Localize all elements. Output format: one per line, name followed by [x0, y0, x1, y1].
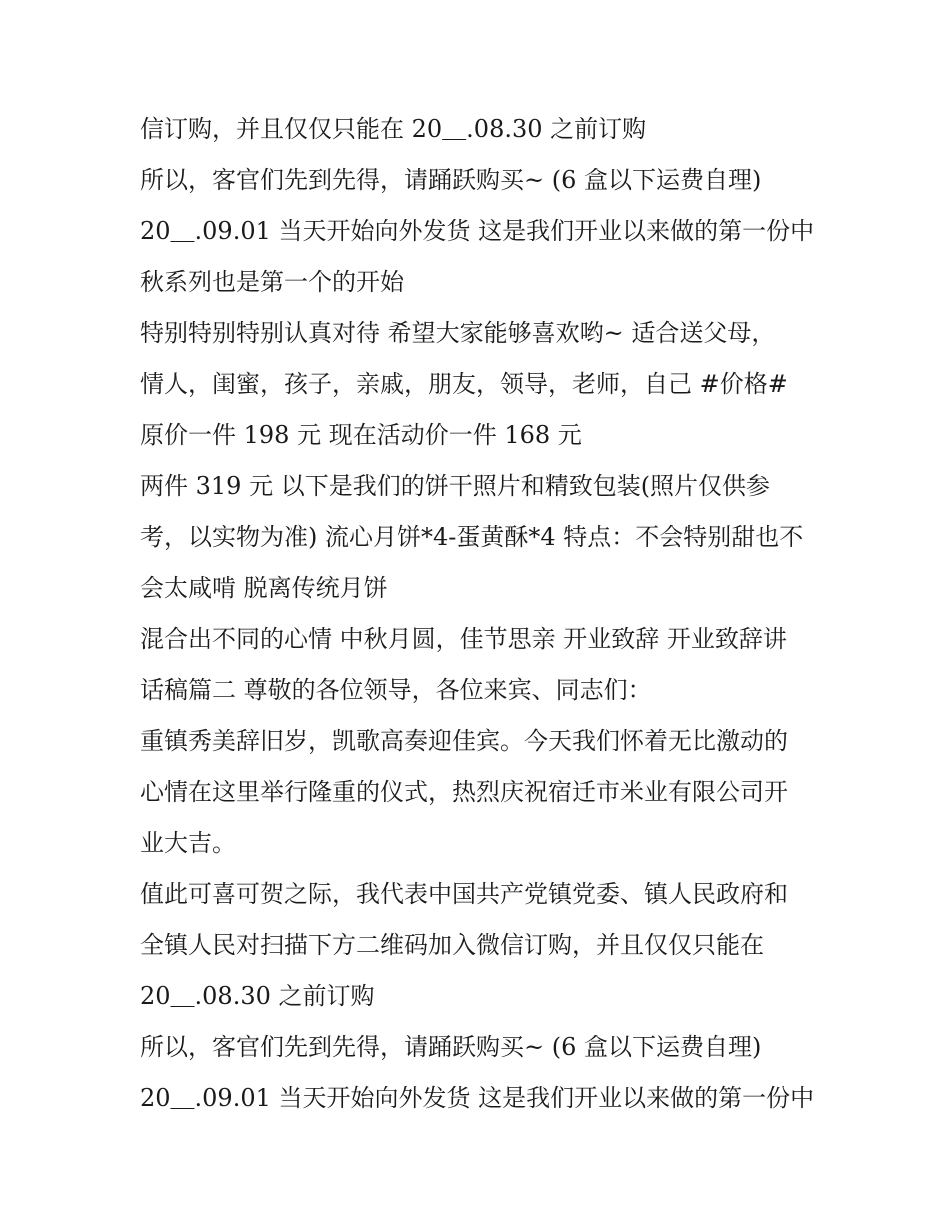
text-line: 话稿篇二 尊敬的各位领导，各位来宾、同志们：: [140, 676, 652, 704]
text-line: 心情在这里举行隆重的仪式，热烈庆祝宿迁市米业有限公司开: [140, 778, 788, 806]
text-line: 所以，客官们先到先得，请踊跃购买~ (6 盒以下运费自理): [140, 1033, 762, 1061]
document-body: [140, 104, 830, 1124]
text-line: 20＿.09.01 当天开始向外发货 这是我们开业以来做的第一份中: [140, 217, 815, 245]
text-line: 业大吉。: [140, 829, 236, 857]
text-line: 特别特别特别认真对待 希望大家能够喜欢哟~ 适合送父母，: [140, 319, 776, 347]
text-line: 混合出不同的心情 中秋月圆，佳节思亲 开业致辞 开业致辞讲: [140, 625, 787, 653]
text-line: 情人，闺蜜，孩子，亲戚，朋友，领导，老师，自己 #价格#: [140, 370, 788, 398]
text-line: 20＿.09.01 当天开始向外发货 这是我们开业以来做的第一份中: [140, 1084, 815, 1112]
text-line: 20＿.08.30 之前订购: [140, 982, 375, 1010]
text-line: 重镇秀美辞旧岁，凯歌高奏迎佳宾。今天我们怀着无比激动的: [140, 727, 788, 755]
text-line: 考，以实物为准) 流心月饼*4-蛋黄酥*4 特点：不会特别甜也不: [140, 523, 804, 551]
text-line: 值此可喜可贺之际，我代表中国共产党镇党委、镇人民政府和: [140, 880, 788, 908]
text-line: 原价一件 198 元 现在活动价一件 168 元: [140, 421, 582, 449]
text-line: 会太咸啃 脱离传统月饼: [140, 574, 388, 602]
text-line: 信订购，并且仅仅只能在 20＿.08.30 之前订购: [140, 115, 647, 143]
text-line: 所以，客官们先到先得，请踊跃购买~ (6 盒以下运费自理): [140, 166, 762, 194]
text-line: 全镇人民对扫描下方二维码加入微信订购，并且仅仅只能在: [140, 931, 764, 959]
text-line: 秋系列也是第一个的开始: [140, 268, 404, 296]
text-line: 两件 319 元 以下是我们的饼干照片和精致包装(照片仅供参: [140, 472, 771, 500]
